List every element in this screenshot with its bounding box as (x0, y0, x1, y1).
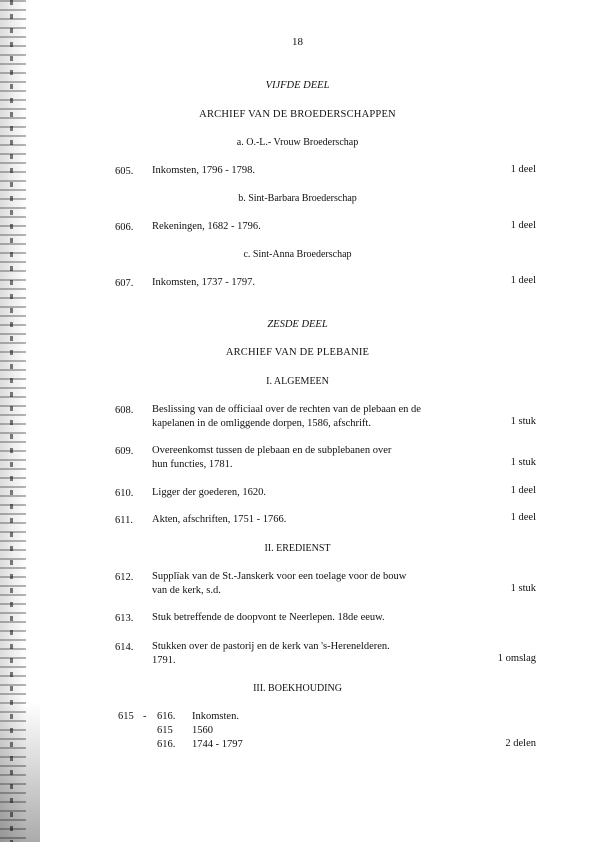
page-number: 18 (292, 36, 303, 48)
section-c-title: c. Sint-Anna Broederschap (243, 249, 352, 260)
entry-quantity: 1 deel (510, 164, 536, 175)
entry-description: Inkomsten. (192, 711, 239, 722)
entry-quantity: 2 delen (505, 738, 536, 749)
section-algemeen-title: I. ALGEMEEN (266, 376, 329, 387)
subentry-number: 615 (157, 725, 173, 736)
entry-range-to: 616. (157, 711, 176, 722)
entry-number: 605. (115, 166, 134, 177)
subentry-year: 1560 (192, 725, 213, 736)
entry-number: 607. (115, 278, 134, 289)
entry-number: 613. (115, 613, 134, 624)
entry-description-line1: Supplïak van de St.-Janskerk voor een toelage voor de bouw (152, 571, 407, 582)
entry-number: 609. (115, 446, 134, 457)
entry-quantity: 1 omslag (497, 653, 536, 664)
entry-quantity: 1 deel (510, 220, 536, 231)
entry-description-line1: Beslissing van de officiaal over de rechten van de plebaan en de (152, 404, 421, 415)
entry-number: 610. (115, 488, 134, 499)
entry-description: Stuk betreffende de doopvont te Neerlepen. 18de eeuw. (152, 612, 385, 623)
entry-description-line2: 1791. (152, 655, 176, 666)
section-b-title: b. Sint-Barbara Broederschap (238, 193, 357, 204)
entry-number: 614. (115, 642, 134, 653)
entry-range-dash: - (143, 711, 147, 722)
entry-quantity: 1 deel (510, 512, 536, 523)
entry-description: Inkomsten, 1796 - 1798. (152, 165, 255, 176)
entry-quantity: 1 stuk (510, 457, 536, 468)
entry-quantity: 1 stuk (510, 583, 536, 594)
entry-number: 606. (115, 222, 134, 233)
entry-description-line1: Overeenkomst tussen de plebaan en de subplebanen over (152, 445, 392, 456)
entry-description: Rekeningen, 1682 - 1796. (152, 221, 261, 232)
entry-description: Ligger der goederen, 1620. (152, 487, 266, 498)
entry-description: Akten, afschriften, 1751 - 1766. (152, 514, 287, 525)
entry-number: 611. (115, 515, 133, 526)
entry-description: Inkomsten, 1737 - 1797. (152, 277, 255, 288)
part6-title: ZESDE DEEL (267, 319, 328, 330)
section-a-title: a. O.-L.- Vrouw Broederschap (236, 137, 359, 148)
part6-heading: ARCHIEF VAN DE PLEBANIE (225, 347, 370, 358)
scan-corner-shadow (0, 702, 40, 842)
section-eredienst-title: II. EREDIENST (264, 543, 331, 554)
entry-quantity: 1 stuk (510, 416, 536, 427)
part5-title: VIJFDE DEEL (265, 80, 330, 91)
part5-heading: ARCHIEF VAN DE BROEDERSCHAPPEN (199, 109, 396, 120)
subentry-number: 616. (157, 739, 176, 750)
entry-description-line1: Stukken over de pastorij en de kerk van 's-Herenelderen. (152, 641, 390, 652)
entry-description-line2: kapelanen in de omliggende dorpen, 1586, afschrift. (152, 418, 371, 429)
entry-quantity: 1 deel (510, 275, 536, 286)
entry-description-line2: hun functies, 1781. (152, 459, 233, 470)
entry-number: 608. (115, 405, 134, 416)
entry-range-from: 615 (118, 711, 134, 722)
entry-quantity: 1 deel (510, 485, 536, 496)
section-boekhouding-title: III. BOEKHOUDING (253, 683, 342, 694)
entry-description-line2: van de kerk, s.d. (152, 585, 221, 596)
subentry-year: 1744 - 1797 (192, 739, 243, 750)
entry-number: 612. (115, 572, 134, 583)
